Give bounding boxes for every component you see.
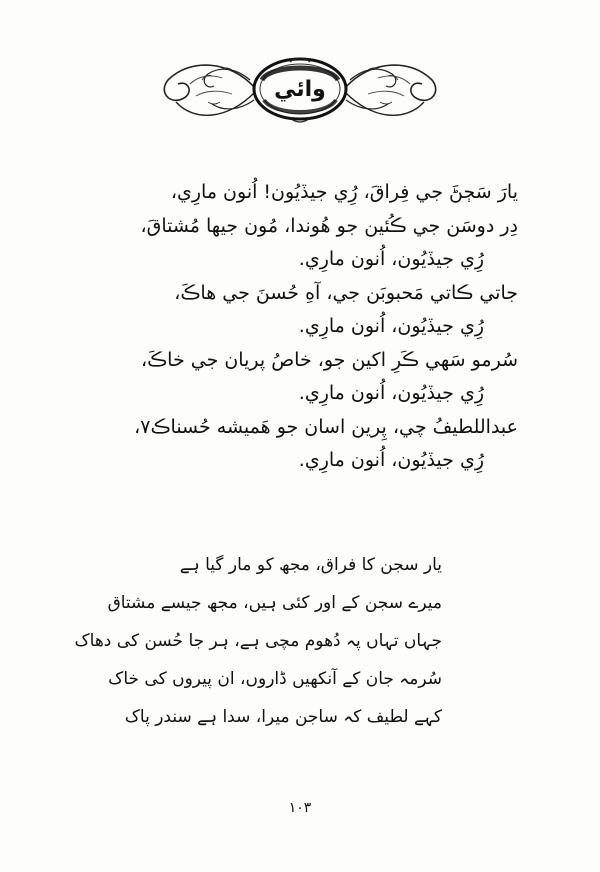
sindhi-poem <box>98 176 518 478</box>
urdu-translation <box>74 546 442 736</box>
sindhi-verse-line: عبداللطيفُ چي، پِرين اسان جو هَميشه حُسناڪ٧، <box>134 415 518 438</box>
sindhi-verse-line: جاتي ڪاتي مَحبوبَن جي، آهِ حُسنَ جي هاڪَ، <box>174 281 518 304</box>
sindhi-refrain-line: رُِي جيڏيُون، اُنون مارِي. <box>298 315 484 337</box>
sindhi-refrain-line: رُِي جيڏيُون، اُنون مارِي. <box>298 449 484 471</box>
urdu-verse-line: جہاں تہاں پہ دُھوم مچی ہے، ہر جا حُسن کی دھاک <box>74 631 442 651</box>
sindhi-verse-line: دِر دوسَن جي ڪُئين جو هُوندا، مُون جيها مُشتاقَ، <box>140 214 518 237</box>
urdu-verse-line: یار سجن کا فراق، مجھ کو مار گیا ہے <box>179 555 442 575</box>
sindhi-refrain-line: رُِي جيڏيُون، اُنون مارِي. <box>298 382 484 404</box>
urdu-verse-line: میرے سجن کے اور کئی ہیں، مجھ جیسے مشتاق <box>107 593 442 613</box>
page-number: ١٠٣ <box>288 800 312 816</box>
sindhi-verse-line: يارَ سَڄڻَ جي فِراقَ، رُِي جيڏيُون! اُنون مارِي، <box>170 181 518 203</box>
urdu-verse-line: کہے لطیف کہ ساجن میرا، سدا ہے سندر پاک <box>124 707 442 727</box>
urdu-verse-line: سُرمہ جان کے آنکھیں ڈاروں، ان پیروں کی خاک <box>108 669 442 689</box>
sindhi-refrain-line: رُِي جيڏيُون، اُنون مارِي. <box>298 248 484 270</box>
poem-heading: وائي <box>274 77 326 102</box>
sindhi-verse-line: سُرمو سَهي ڪَرِ اکين جو، خاصُ پريان جي خاڪَ، <box>141 348 518 371</box>
